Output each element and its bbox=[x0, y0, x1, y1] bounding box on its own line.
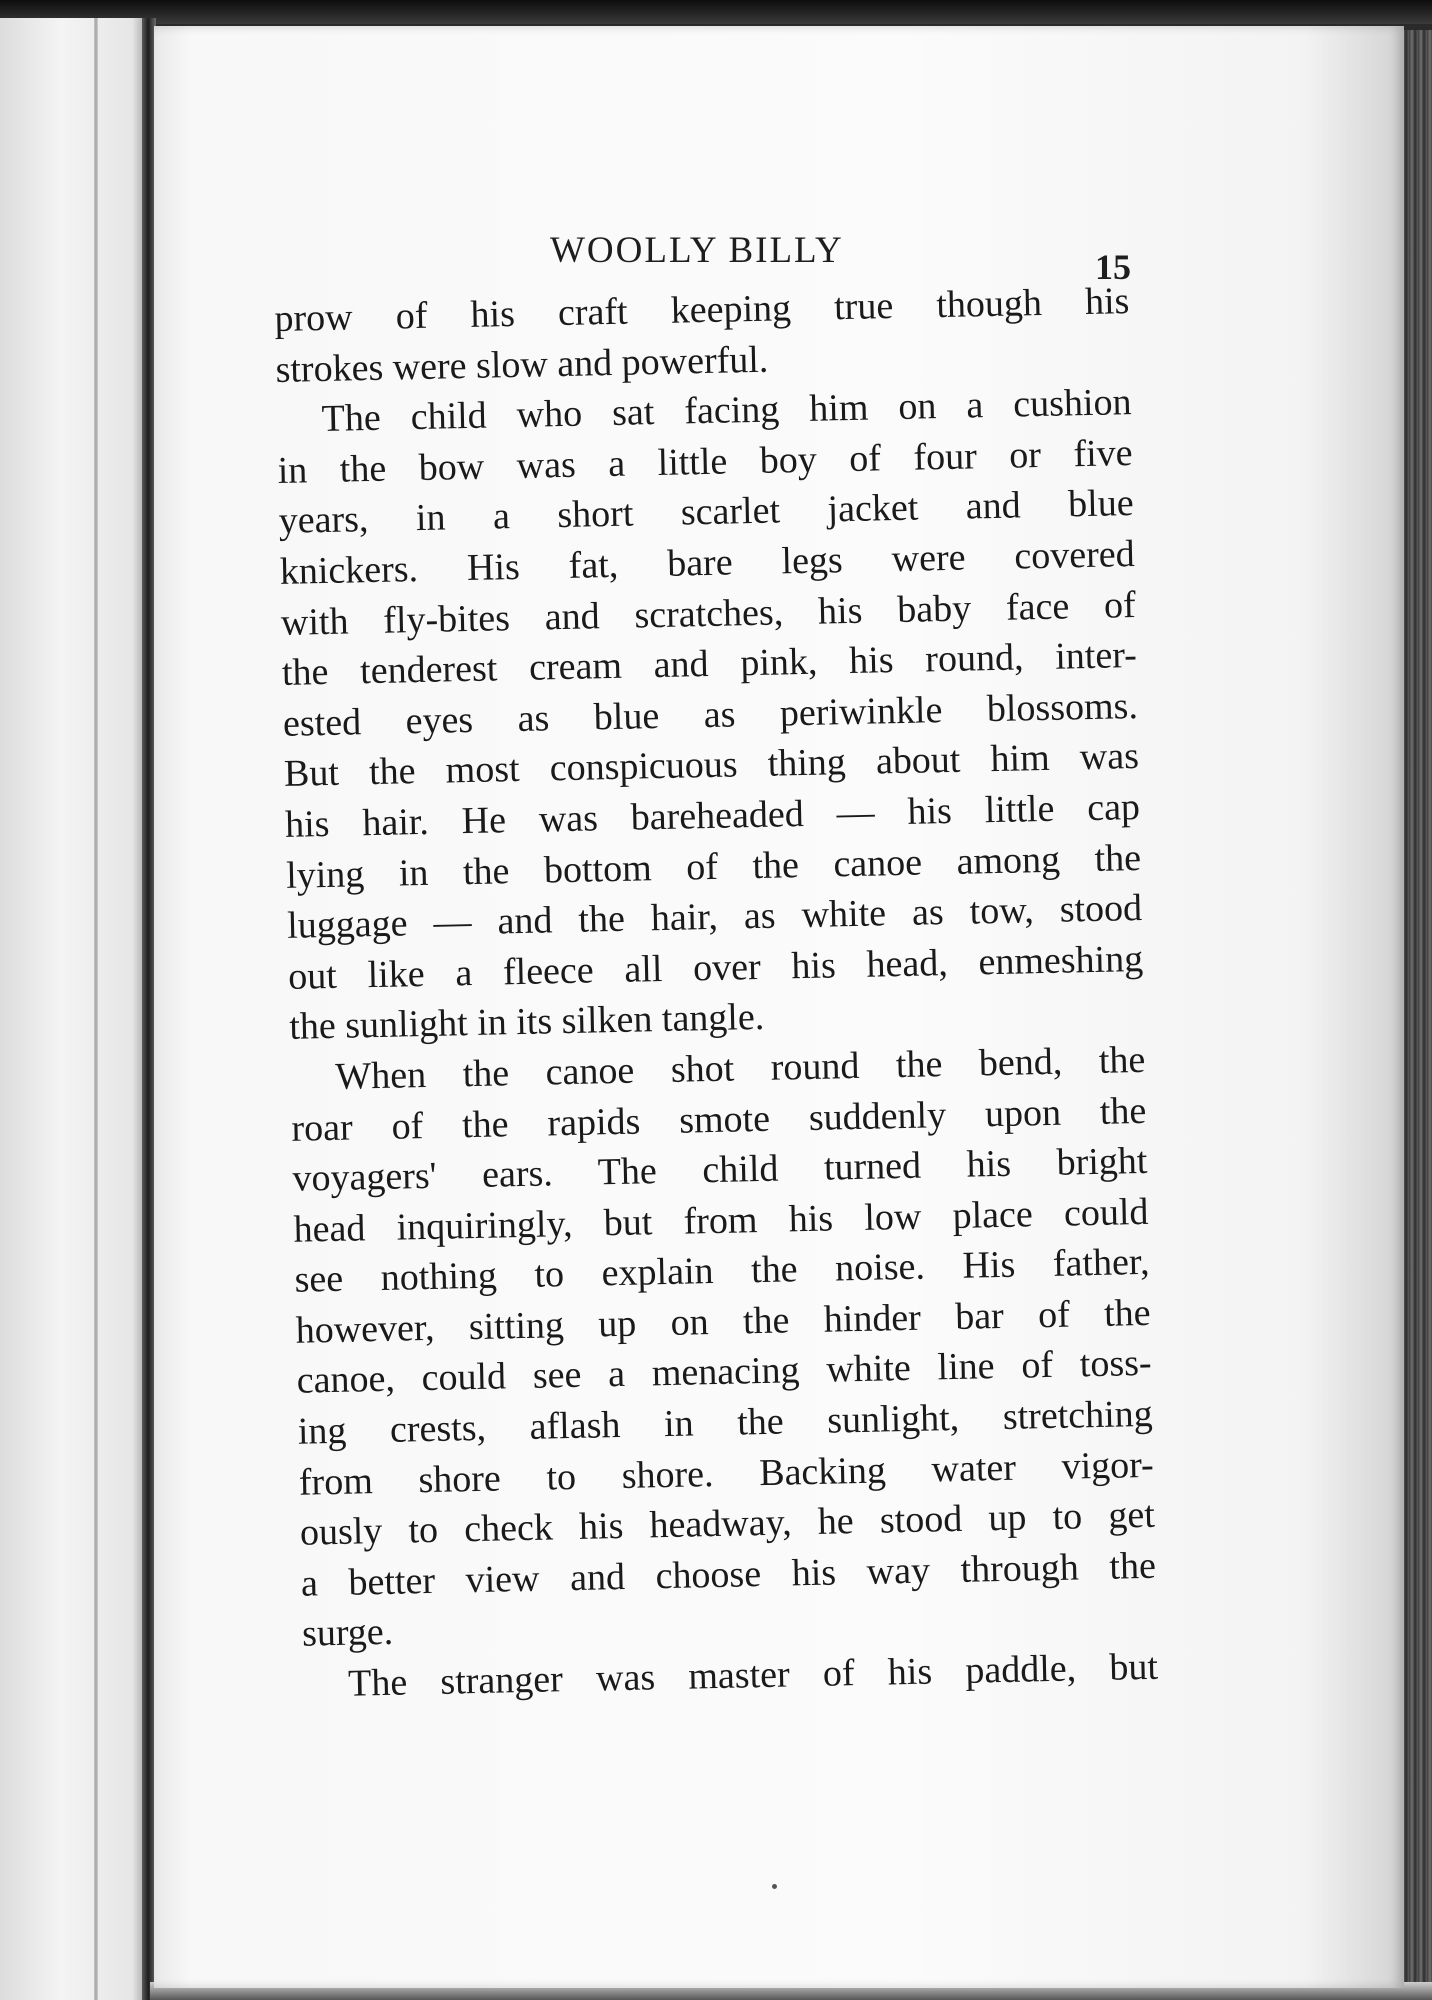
book-page bbox=[154, 26, 1404, 1988]
text-line: from shore to shore. Backing water vigor- bbox=[298, 1443, 1155, 1504]
speck-mark bbox=[772, 1884, 777, 1889]
text-line: the tenderest cream and pink, his round, inter- bbox=[281, 634, 1138, 695]
text-line: knickers. His fat, bare legs were covered bbox=[279, 533, 1136, 593]
text-line: surge. bbox=[301, 1611, 394, 1656]
text-line: strokes were slow and powerful. bbox=[275, 338, 769, 391]
body-text bbox=[274, 276, 1158, 1710]
text-line: When the canoe shot round the bend, the bbox=[334, 1038, 1146, 1098]
text-line: ing crests, aflash in the sunlight, stretching bbox=[297, 1392, 1154, 1453]
text-line: ously to check his headway, he stood up to get bbox=[299, 1494, 1156, 1554]
text-line: in the bow was a little boy of four or five bbox=[277, 431, 1133, 492]
text-line: The child who sat facing him on a cushion bbox=[321, 381, 1132, 441]
text-line: out like a fleece all over his head, enmeshing bbox=[287, 937, 1144, 998]
text-line: lying in the bottom of the canoe among the bbox=[285, 836, 1142, 897]
text-line: a better view and choose his way through the bbox=[300, 1544, 1157, 1605]
text-line: his hair. He was bareheaded — his little cap bbox=[284, 785, 1141, 846]
text-line: prow of his craft keeping true though his bbox=[274, 280, 1130, 340]
running-head: WOOLLY BILLY bbox=[550, 230, 844, 271]
text-line: roar of the rapids smote suddenly upon the bbox=[291, 1089, 1147, 1150]
page-stack-edge bbox=[1400, 30, 1432, 2000]
facing-page-edge bbox=[0, 18, 150, 2000]
text-line: the sunlight in its silken tangle. bbox=[288, 996, 765, 1049]
text-line: canoe, could see a menacing white line of toss- bbox=[296, 1342, 1153, 1403]
page-crease bbox=[94, 18, 98, 2000]
text-line: The stranger was master of his paddle, but bbox=[347, 1645, 1159, 1705]
text-line: ested eyes as blue as periwinkle blossoms. bbox=[282, 684, 1139, 745]
text-line: years, in a short scarlet jacket and blue bbox=[278, 482, 1135, 543]
text-line: see nothing to explain the noise. His father, bbox=[294, 1241, 1150, 1302]
page-number: 15 bbox=[1095, 247, 1131, 287]
text-line: head inquiringly, but from his low place could bbox=[293, 1190, 1149, 1251]
page-header bbox=[154, 229, 1404, 287]
scan-top-edge bbox=[0, 0, 1432, 24]
text-line: luggage — and the hair, as white as tow, stood bbox=[286, 887, 1143, 947]
text-line: however, sitting up on the hinder bar of the bbox=[295, 1291, 1151, 1352]
text-line: with fly-bites and scratches, his baby face of bbox=[280, 583, 1137, 644]
text-line: voyagers' ears. The child turned his bright bbox=[292, 1139, 1148, 1200]
text-line: But the most conspicuous thing about him was bbox=[283, 735, 1140, 796]
